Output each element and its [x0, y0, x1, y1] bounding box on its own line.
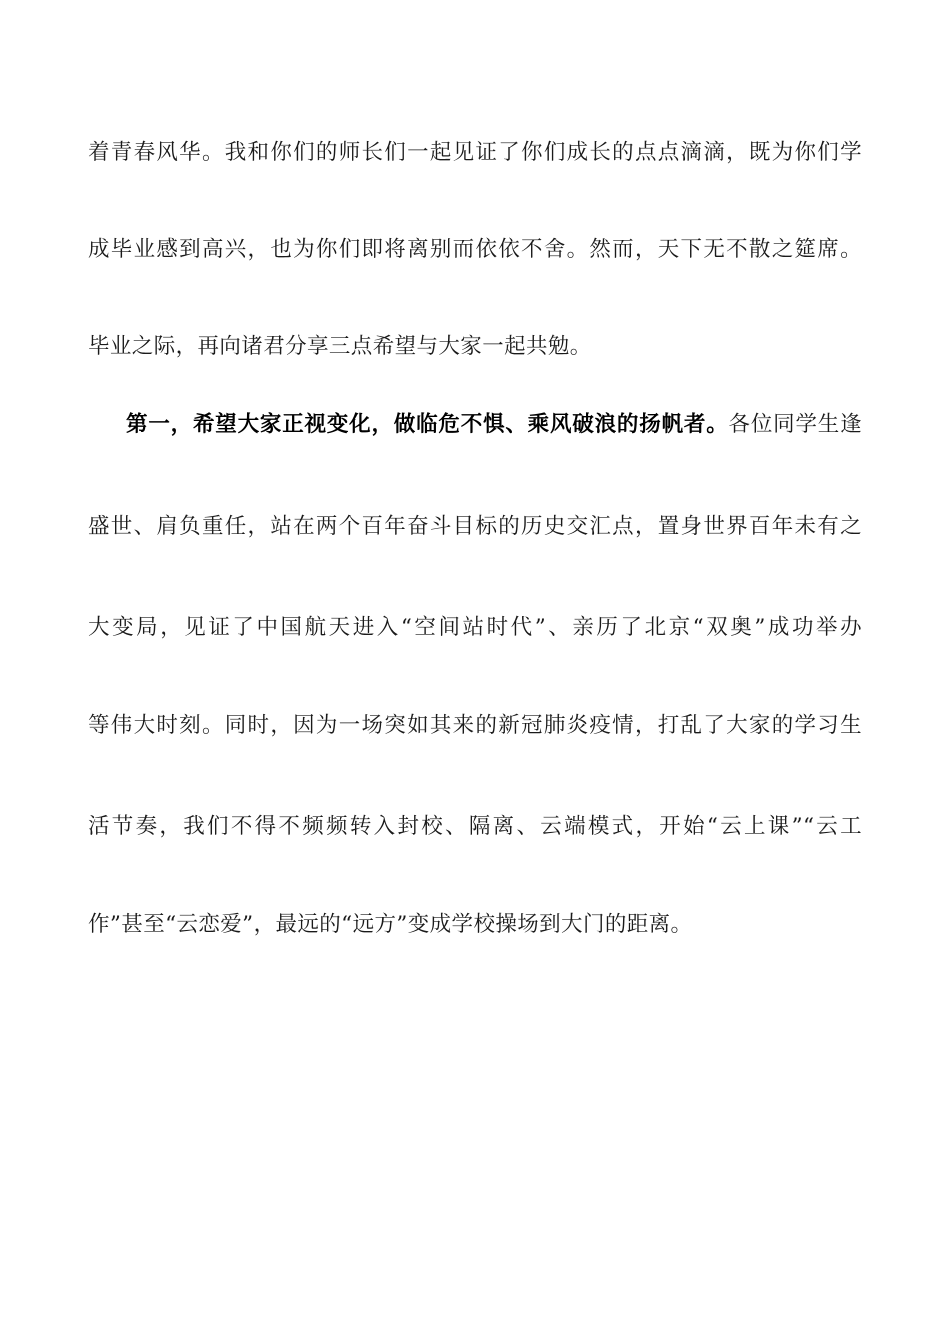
paragraph-1-line-1: 着青春风华。我和你们的师长们一起见证了你们成长的点点滴滴，既为你们学 [88, 140, 862, 165]
paragraph-1-line-2: 成毕业感到高兴，也为你们即将离别而依依不舍。然而，天下无不散之筵席。 [88, 237, 862, 262]
paragraph-2-line-6: 作”甚至“云恋爱”，最远的“远方”变成学校操场到大门的距离。 [88, 912, 693, 937]
paragraph-2-heading: 第一，希望大家正视变化，做临危不惧、乘风破浪的扬帆者。 [126, 412, 729, 437]
paragraph-2-line-4: 等伟大时刻。同时，因为一场突如其来的新冠肺炎疫情，打乱了大家的学习生 [88, 713, 862, 738]
paragraph-2-line-5: 活节奏，我们不得不频频转入封校、隔离、云端模式，开始“云上课”“云工 [88, 814, 862, 839]
paragraph-2-first-line-rest: 各位同学生逢 [728, 412, 862, 437]
paragraph-1-line-3: 毕业之际，再向诸君分享三点希望与大家一起共勉。 [88, 334, 592, 359]
paragraph-2-line-3: 大变局，见证了中国航天进入“空间站时代”、亲历了北京“双奥”成功举办 [88, 615, 862, 640]
paragraph-2-line-2: 盛世、肩负重任，站在两个百年奋斗目标的历史交汇点，置身世界百年未有之 [88, 514, 862, 539]
paragraph-2-line-1 [126, 410, 862, 440]
